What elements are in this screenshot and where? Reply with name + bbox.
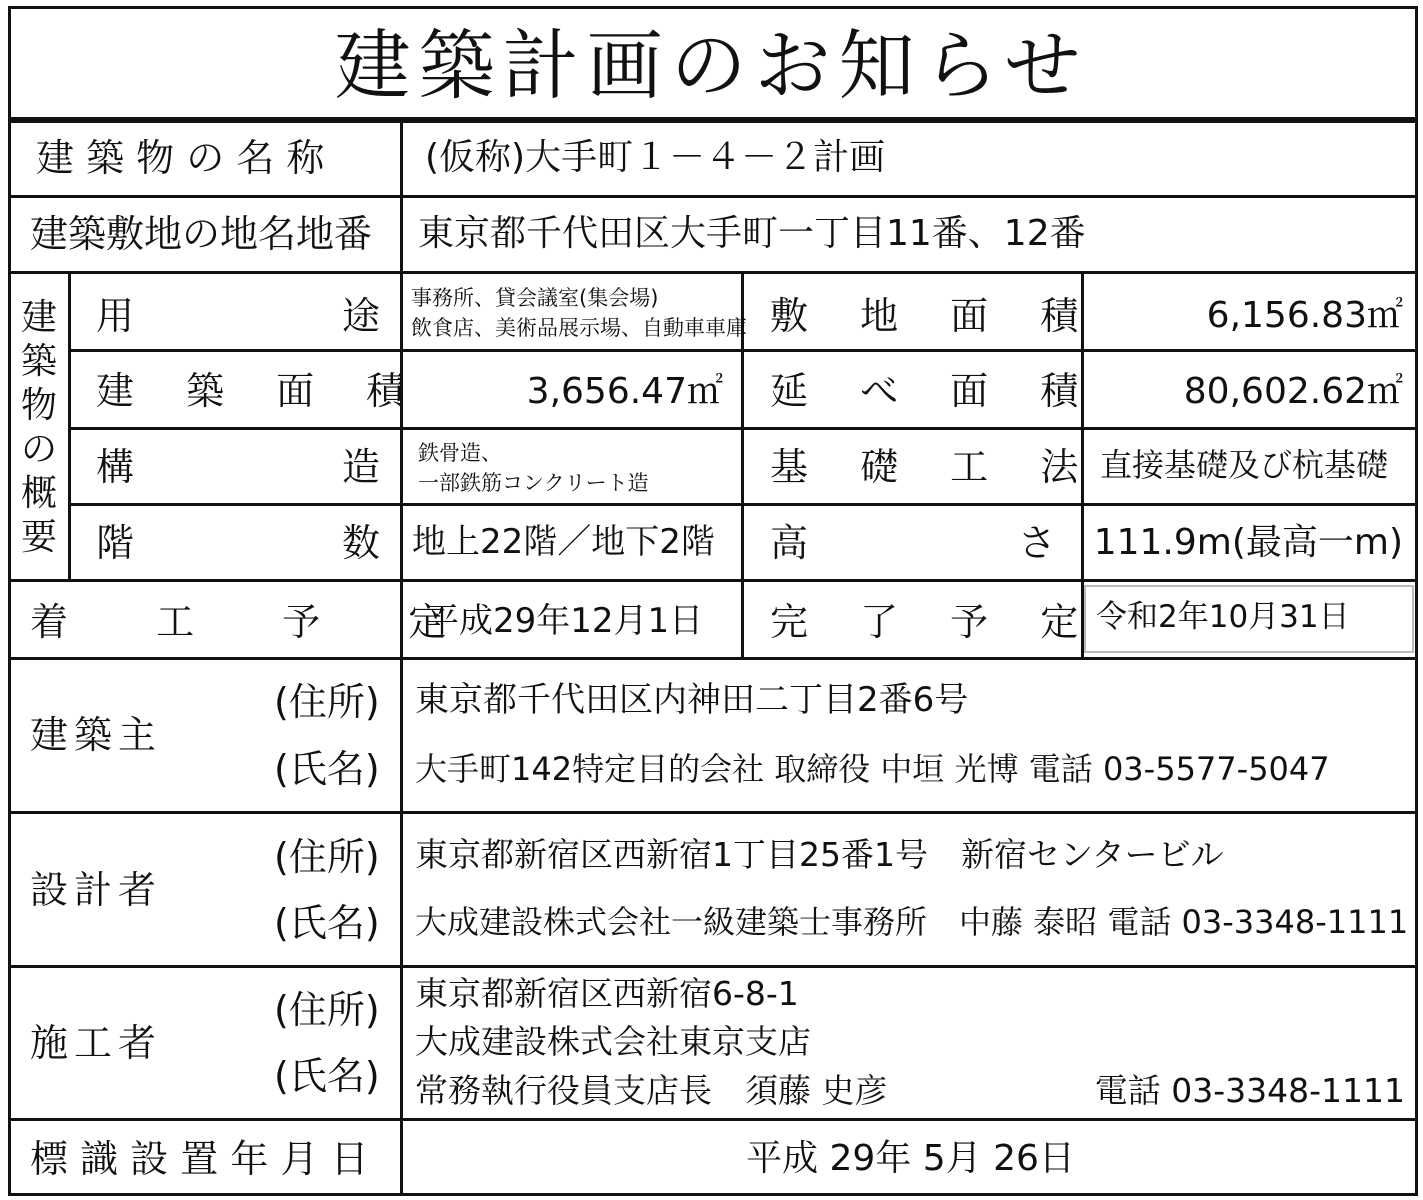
completion-label: 完 了 予 定 [770,600,1099,644]
col-divider [400,120,403,1196]
row-divider [70,503,1418,506]
sign-date-value: 平成 29年 5月 26日 [746,1138,1075,1179]
owner-address-label: (住所) [274,680,380,724]
total-floor-area-label: 延 べ 面 積 [770,369,1099,413]
sign-title: 建築計画のお知らせ [334,21,1089,110]
floors-label: 階 [96,521,135,565]
row-divider [8,965,1418,968]
site-address-value: 東京都千代田区大手町一丁目11番、12番 [418,213,1086,254]
contractor-line3: 常務執行役員支店長 須藤 史彦 [415,1071,888,1110]
designer-address-label: (住所) [274,835,380,879]
designer-name: 大成建設株式会社一級建築士事務所 中藤 泰昭 電話 03-3348-1111 [415,903,1409,941]
row-divider [8,195,1418,198]
contractor-name-label: (氏名) [274,1054,380,1098]
row-divider [8,657,1418,660]
building-name-value: (仮称)大手町１－４－２計画 [425,137,886,178]
contractor-phone: 電話 03-3348-1111 [1094,1071,1405,1110]
structure-label: 構 [96,445,135,489]
row-divider [70,349,1418,352]
row-divider [8,811,1418,814]
site-area-label: 敷 地 面 積 [770,294,1099,338]
foundation-value: 直接基礎及び杭基礎 [1100,446,1389,484]
contractor-address-label: (住所) [274,988,380,1032]
total-floor-area-value: 80,602.62㎡ [1183,371,1403,412]
building-area-value: 3,656.47㎡ [526,371,723,412]
site-area-value: 6,156.83㎡ [1206,295,1403,336]
owner-name-label: (氏名) [274,747,380,791]
floors-label-end: 数 [342,521,381,565]
contractor-line2: 大成建設株式会社東京支店 [415,1022,811,1061]
height-label-end: さ [1018,521,1057,565]
use-label: 用 [96,294,135,338]
owner-name: 大手町142特定目的会社 取締役 中垣 光博 電話 03-5577-5047 [415,750,1330,788]
row-divider [8,1118,1418,1121]
use-value-line1: 事務所、貸会議室(集会場) [411,286,659,310]
row-divider [8,271,1418,274]
use-label-end: 途 [342,294,381,338]
structure-value-line2: 一部鉄筋コンクリート造 [418,471,649,495]
height-label: 高 [770,521,809,565]
designer-label: 設計者 [30,868,163,912]
site-address-label: 建築敷地の地名地番 [30,212,373,256]
start-label: 着 工 予 定 [30,600,485,644]
structure-label-end: 造 [342,445,381,489]
designer-address: 東京都新宿区西新宿1丁目25番1号 新宿センタービル [415,835,1224,874]
row-divider [8,579,1418,582]
start-value: 平成29年12月1日 [425,601,704,641]
owner-address: 東京都千代田区内神田二丁目2番6号 [415,680,969,720]
completion-value: 令和2年10月31日 [1096,599,1350,635]
foundation-label: 基 礎 工 法 [770,445,1099,489]
floors-value: 地上22階／地下2階 [412,522,715,562]
overview-label: 建築物の概要 [20,297,57,558]
use-value-line2: 飲食店、美術品展示場、自動車車庫 [411,316,747,340]
building-name-label: 建 築 物 の 名 称 [36,136,325,180]
contractor-label: 施工者 [30,1021,163,1065]
designer-name-label: (氏名) [274,901,380,945]
building-area-label: 建 築 面 積 [96,369,425,413]
owner-label: 建築主 [30,713,163,757]
contractor-line1: 東京都新宿区西新宿6-8-1 [415,974,799,1013]
col-divider [68,271,71,579]
structure-value-line1: 鉄骨造、 [418,441,502,465]
sign-date-label: 標 識 設 置 年 月 日 [30,1137,369,1181]
row-divider [70,427,1418,430]
height-value: 111.9m(最高一m) [1093,522,1403,563]
